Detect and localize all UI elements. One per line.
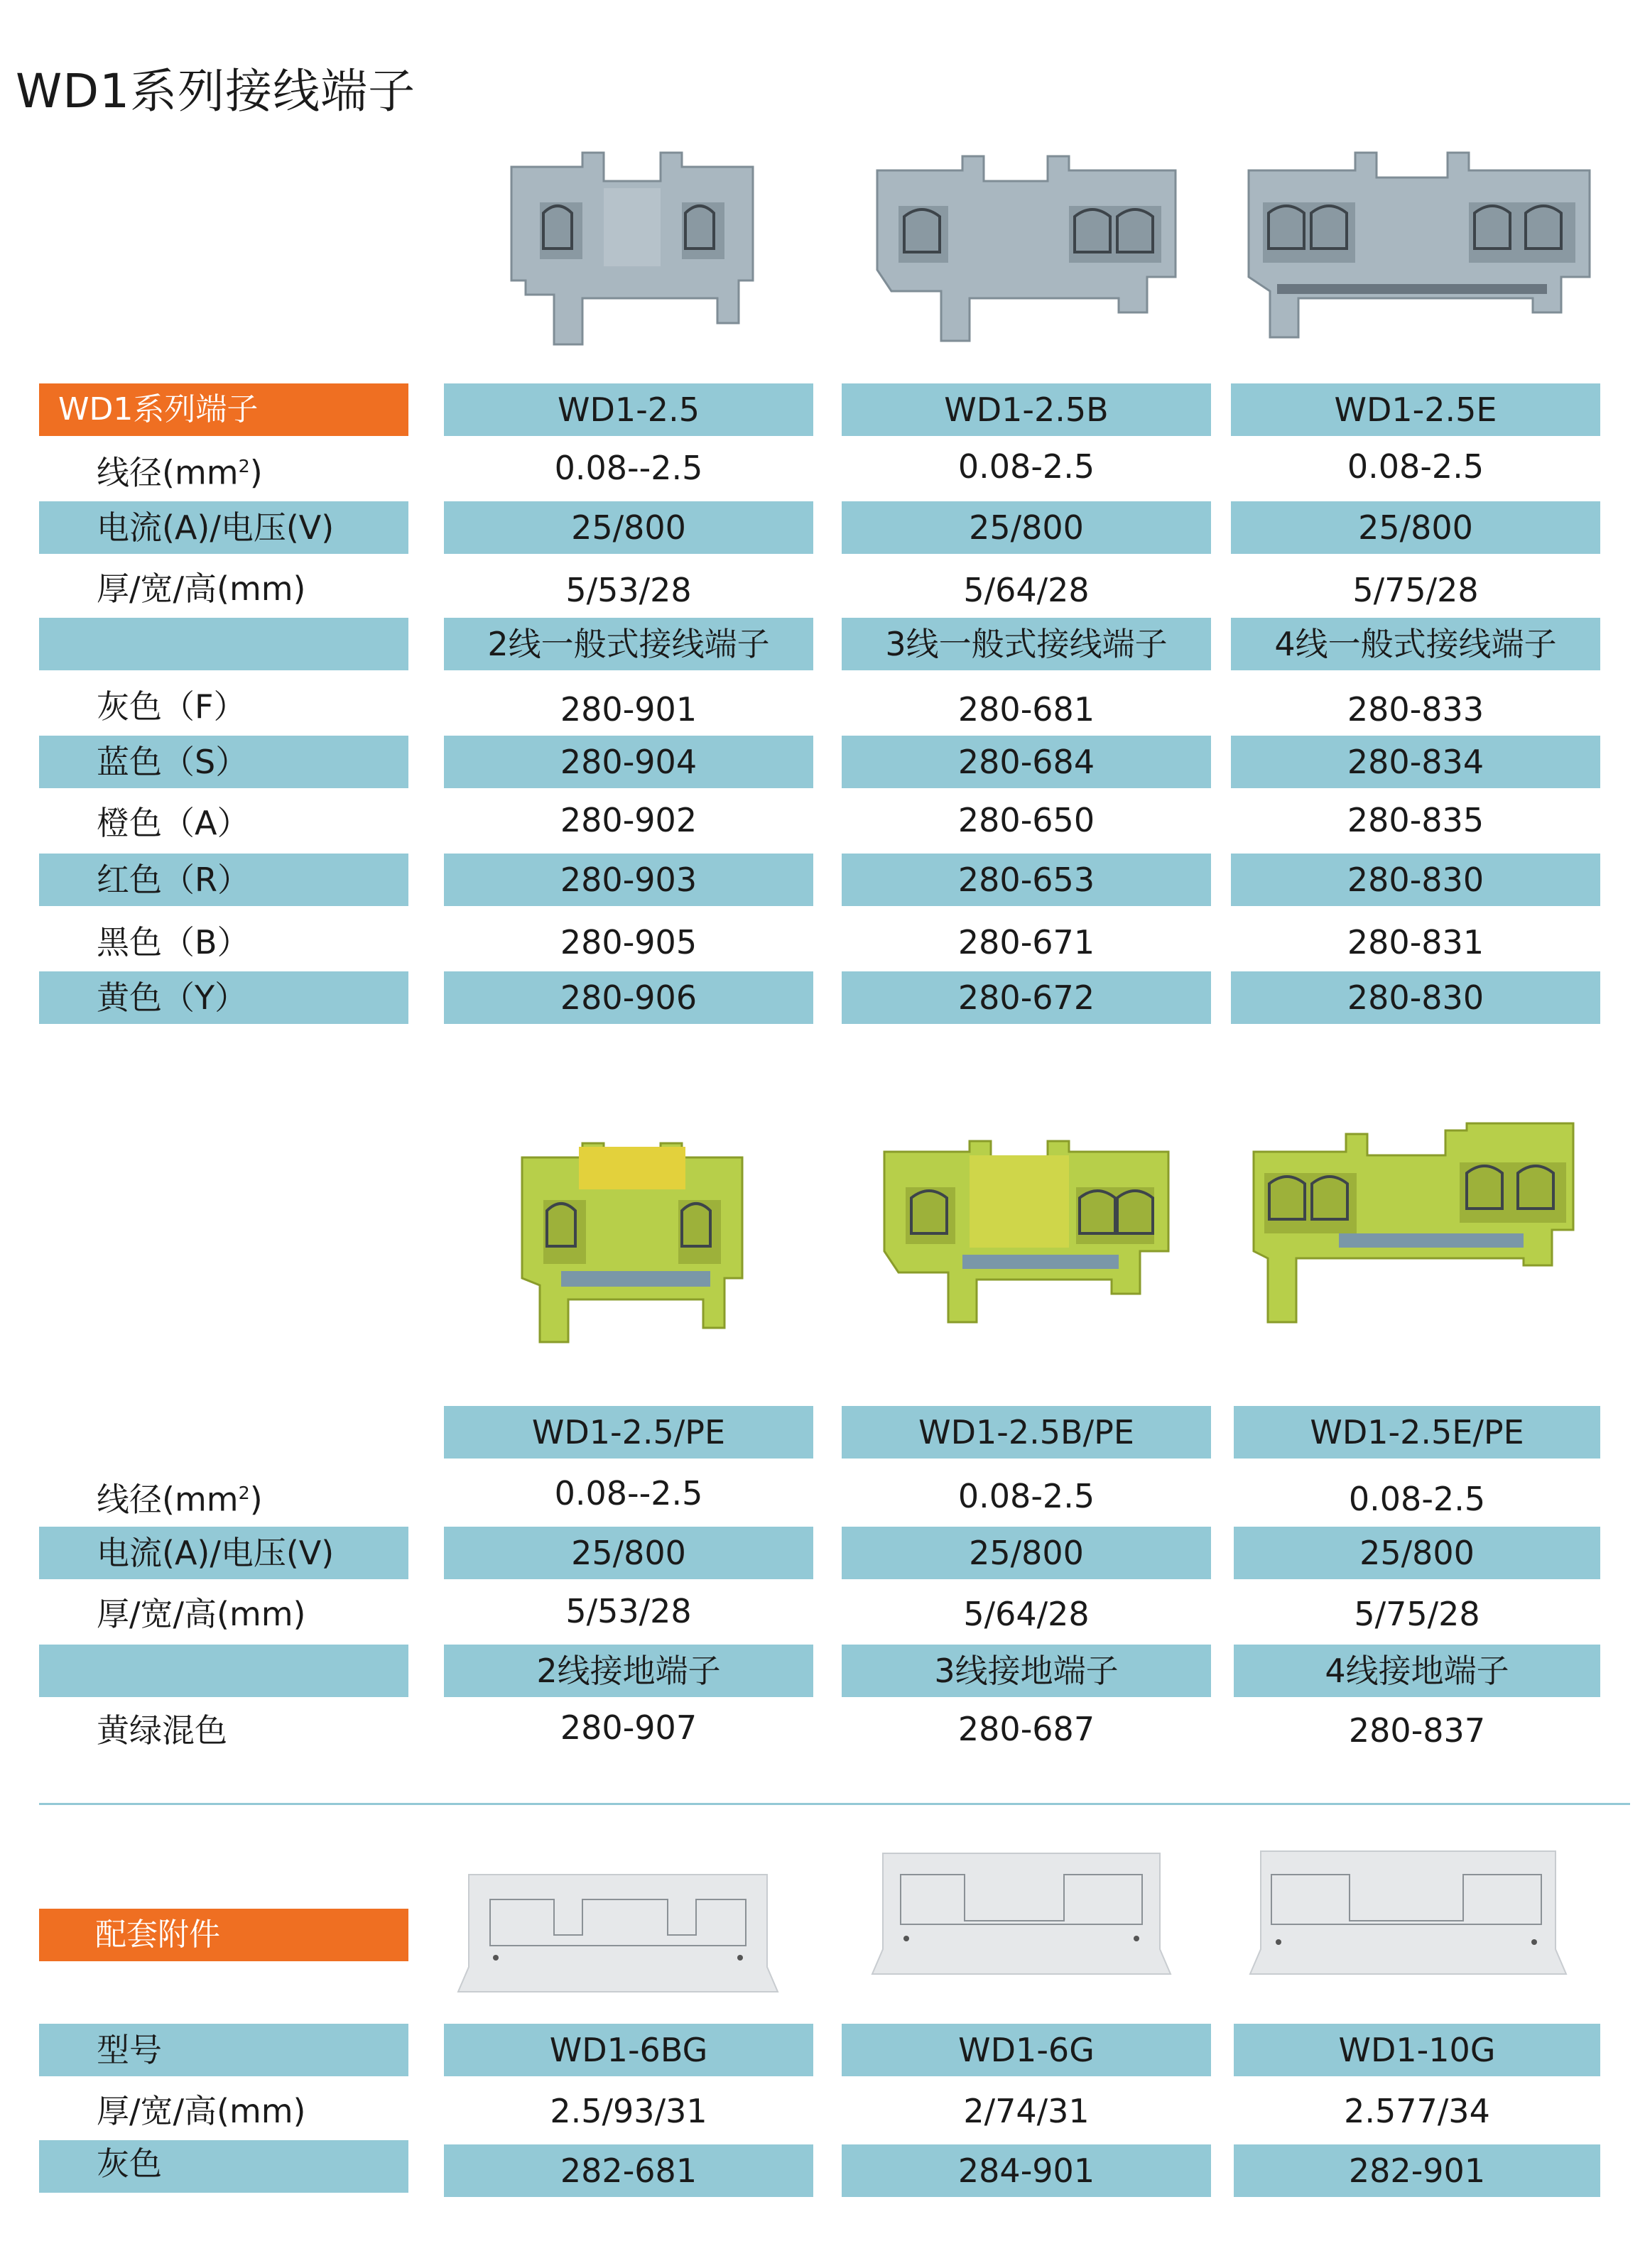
terminal-type: 4线一般式接线端子: [1274, 625, 1557, 663]
accessories-header-bar: [39, 1909, 408, 1961]
spec-value: 2.577/34: [1344, 2092, 1490, 2130]
row-label-yellow-green: 黄绿混色: [97, 1711, 227, 1750]
part-number: 280-905: [560, 923, 697, 961]
part-number: 280-906: [560, 978, 697, 1017]
terminal-3-wire-gray-image: [863, 149, 1190, 355]
part-number: 280-650: [957, 801, 1095, 839]
spec-value: 25/800: [1358, 508, 1473, 547]
accessories-header-label: 配套附件: [95, 1917, 220, 1953]
spec-value: 0.08-2.5: [1347, 447, 1484, 486]
model-name: WD1-2.5B/PE: [918, 1413, 1134, 1451]
part-number: 280-684: [957, 743, 1095, 781]
row-label-dimensions: 厚/宽/高(mm): [97, 1595, 306, 1633]
model-name: WD1-2.5E: [1334, 391, 1497, 429]
end-plate-wd1-6bg-image: [455, 1868, 781, 1995]
part-number: 280-901: [560, 690, 697, 729]
part-number: 280-681: [957, 690, 1095, 729]
row-bar: [39, 1645, 408, 1697]
accessory-model: WD1-6BG: [549, 2031, 708, 2069]
part-number: 282-901: [1348, 2152, 1486, 2190]
part-number: 280-904: [560, 743, 697, 781]
row-label-black: 黑色（B）: [97, 923, 250, 961]
terminal-3-wire-ground-image: [870, 1130, 1183, 1343]
spec-value: 25/800: [571, 1534, 686, 1572]
terminal-type: 2线接地端子: [536, 1652, 721, 1690]
spec-value: 5/53/28: [565, 1592, 692, 1630]
row-bar: [39, 2140, 408, 2193]
terminal-type: 2线一般式接线端子: [487, 625, 770, 663]
row-label-blue: 蓝色（S）: [97, 743, 249, 781]
row-label-dimensions: 厚/宽/高(mm): [97, 569, 306, 608]
row-bar: [39, 618, 408, 670]
row-label-wire-size: 线径$(mm^2)$: [97, 1480, 263, 1519]
part-number: 280-833: [1347, 690, 1484, 729]
part-number: 280-834: [1347, 743, 1484, 781]
model-name: WD1-2.5B: [944, 391, 1109, 429]
spec-value: 5/75/28: [1354, 1595, 1480, 1633]
row-label-current-voltage: 电流(A)/电压(V): [97, 1534, 335, 1572]
terminal-type: 4线接地端子: [1325, 1652, 1509, 1690]
part-number: 280-653: [957, 861, 1095, 899]
part-number: 280-687: [957, 1710, 1095, 1748]
spec-value: 0.08-2.5: [1348, 1480, 1486, 1518]
part-number: 280-835: [1347, 801, 1484, 839]
spec-value: 25/800: [1359, 1534, 1475, 1572]
part-number: 280-907: [560, 1708, 697, 1747]
row-label-wire-size: 线径$(mm^2)$: [97, 453, 263, 492]
terminal-2-wire-ground-image: [511, 1136, 753, 1349]
terminal-4-wire-ground-image: [1239, 1109, 1587, 1336]
part-number: 284-901: [957, 2152, 1095, 2190]
row-label-red: 红色（R）: [97, 861, 250, 899]
part-number: 280-903: [560, 861, 697, 899]
model-name: WD1-2.5: [558, 391, 700, 429]
part-number: 280-830: [1347, 861, 1484, 899]
part-number: 280-831: [1347, 923, 1484, 961]
spec-value: 2/74/31: [963, 2092, 1090, 2130]
accessory-model: WD1-6G: [958, 2031, 1095, 2069]
row-label-gray: 灰色: [97, 2144, 162, 2183]
row-bar: [39, 2024, 408, 2076]
part-number: 280-837: [1348, 1711, 1486, 1750]
spec-value: 25/800: [571, 508, 686, 547]
spec-value: 5/75/28: [1352, 571, 1479, 609]
spec-value: 25/800: [969, 1534, 1084, 1572]
part-number: 280-671: [957, 923, 1095, 961]
part-number: 282-681: [560, 2152, 697, 2190]
spec-value: 0.08-2.5: [957, 1477, 1095, 1515]
terminal-type: 3线接地端子: [934, 1652, 1119, 1690]
row-label-gray: 灰色（F）: [97, 687, 246, 726]
model-name: WD1-2.5E/PE: [1310, 1413, 1524, 1451]
row-label-yellow: 黄色（Y）: [97, 978, 248, 1017]
spec-value: 25/800: [969, 508, 1084, 547]
spec-value: 5/64/28: [963, 571, 1090, 609]
row-label-dimensions: 厚/宽/高(mm): [97, 2092, 306, 2130]
spec-value: 0.08--2.5: [554, 1474, 703, 1512]
spec-value: 0.08--2.5: [554, 449, 703, 487]
end-plate-wd1-6g-image: [865, 1843, 1178, 1978]
spec-value: 0.08-2.5: [957, 447, 1095, 486]
series-header-label: WD1系列端子: [58, 391, 259, 427]
part-number: 280-830: [1347, 978, 1484, 1017]
spec-value: 5/64/28: [963, 1595, 1090, 1633]
end-plate-wd1-10g-image: [1243, 1843, 1570, 1978]
row-label-model: 型号: [97, 2031, 162, 2069]
part-number: 280-902: [560, 801, 697, 839]
section-divider: [39, 1803, 1630, 1805]
row-label-orange: 橙色（A）: [97, 804, 250, 842]
accessory-model: WD1-10G: [1338, 2031, 1496, 2069]
terminal-4-wire-gray-image: [1234, 142, 1604, 348]
terminal-2-wire-gray-image: [497, 146, 767, 351]
row-label-current-voltage: 电流(A)/电压(V): [97, 508, 335, 547]
model-name: WD1-2.5/PE: [531, 1413, 726, 1451]
part-number: 280-672: [957, 978, 1095, 1017]
spec-value: 2.5/93/31: [550, 2092, 707, 2130]
page-title: WD1系列接线端子: [16, 64, 416, 119]
spec-value: 5/53/28: [565, 571, 692, 609]
terminal-type: 3线一般式接线端子: [885, 625, 1168, 663]
